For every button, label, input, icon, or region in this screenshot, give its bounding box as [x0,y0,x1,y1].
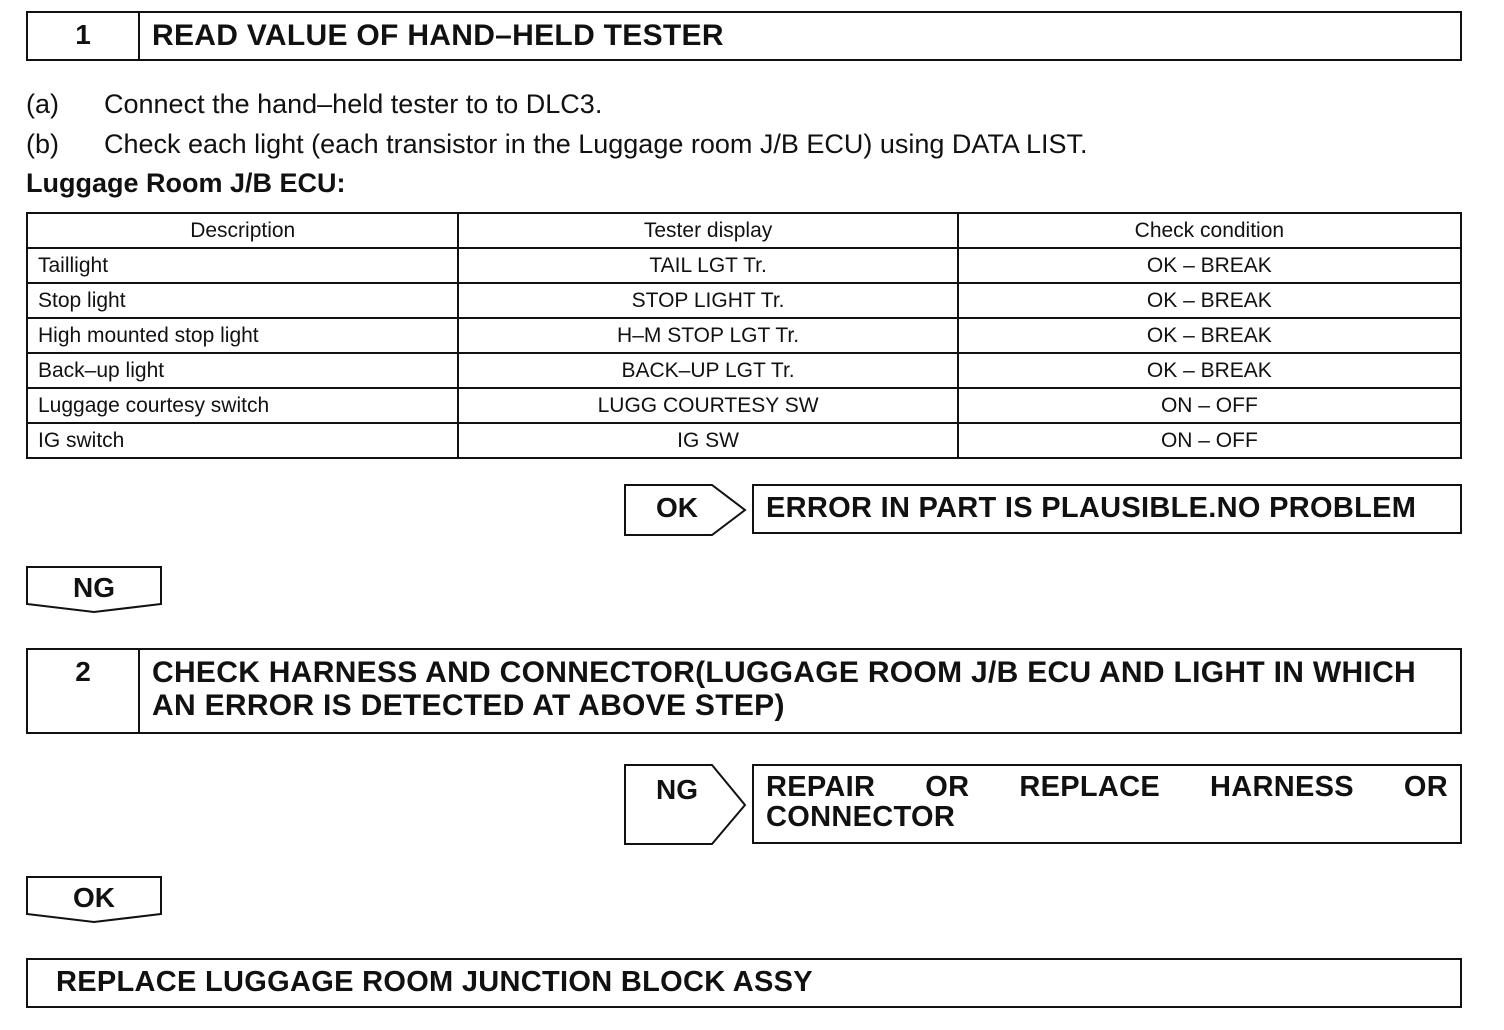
cell-check-condition: OK – BREAK [958,283,1461,318]
cell-check-condition: OK – BREAK [958,353,1461,388]
cell-description: Taillight [27,248,458,283]
step-2-header [26,648,1462,734]
step-2-ng-arrow [624,764,748,846]
step-1-header [26,11,1462,61]
instruction-b-label: (b) [26,129,59,159]
step-2-ng-result [752,764,1462,844]
step-1-ok-arrow [624,484,748,536]
step-2-title: CHECK HARNESS AND CONNECTOR(LUGGAGE ROOM J/B ECU AND LIGHT IN WHICH AN ERROR IS DETECTED AT ABOVE STEP) [152,656,1417,722]
header-description: Description [27,213,458,248]
header-check-condition: Check condition [958,213,1461,248]
cell-check-condition: OK – BREAK [958,248,1461,283]
instruction-a-text: Connect the hand–held tester to to DLC3. [104,89,603,119]
cell-check-condition: ON – OFF [958,423,1461,458]
step-2-ng-label: NG [656,774,698,805]
step-2-ng-result-line2: CONNECTOR [766,801,956,833]
instruction-b [26,129,1087,160]
cell-tester-display: BACK–UP LGT Tr. [458,353,957,388]
step-2-number: 2 [28,650,140,732]
step-1-ok-label: OK [656,492,698,523]
instruction-a-label: (a) [26,89,59,119]
cell-tester-display: IG SW [458,423,957,458]
step-1-number: 1 [28,13,140,59]
cell-tester-display: LUGG COURTESY SW [458,388,957,423]
table-row [27,423,1461,458]
cell-tester-display: H–M STOP LGT Tr. [458,318,957,353]
table-row [27,353,1461,388]
cell-tester-display: STOP LIGHT Tr. [458,283,957,318]
data-list-table [26,212,1462,459]
step-2-ng-result-line1: REPAIR OR REPLACE HARNESS OR [766,771,1448,803]
cell-description: High mounted stop light [27,318,458,353]
table-header-row [27,213,1461,248]
cell-description: Back–up light [27,353,458,388]
instruction-b-text: Check each light (each transistor in the Luggage room J/B ECU) using DATA LIST. [104,129,1088,159]
cell-check-condition: ON – OFF [958,388,1461,423]
cell-tester-display: TAIL LGT Tr. [458,248,957,283]
table-row [27,318,1461,353]
step-2-ok-tag [26,876,162,924]
step-1-ok-result: ERROR IN PART IS PLAUSIBLE.NO PROBLEM [752,484,1462,534]
cell-description: Stop light [27,283,458,318]
cell-description: Luggage courtesy switch [27,388,458,423]
step-1-ng-tag [26,566,162,614]
instruction-a [26,89,602,120]
table-row [27,283,1461,318]
final-action-box: REPLACE LUGGAGE ROOM JUNCTION BLOCK ASSY [26,958,1462,1008]
table-title: Luggage Room J/B ECU: [26,168,346,198]
cell-check-condition: OK – BREAK [958,318,1461,353]
step-1-ng-label: NG [73,572,115,603]
step-1-title: READ VALUE OF HAND–HELD TESTER [152,19,724,52]
step-2-ok-label: OK [73,882,115,913]
table-row [27,388,1461,423]
table-row [27,248,1461,283]
cell-description: IG switch [27,423,458,458]
header-tester-display: Tester display [458,213,957,248]
